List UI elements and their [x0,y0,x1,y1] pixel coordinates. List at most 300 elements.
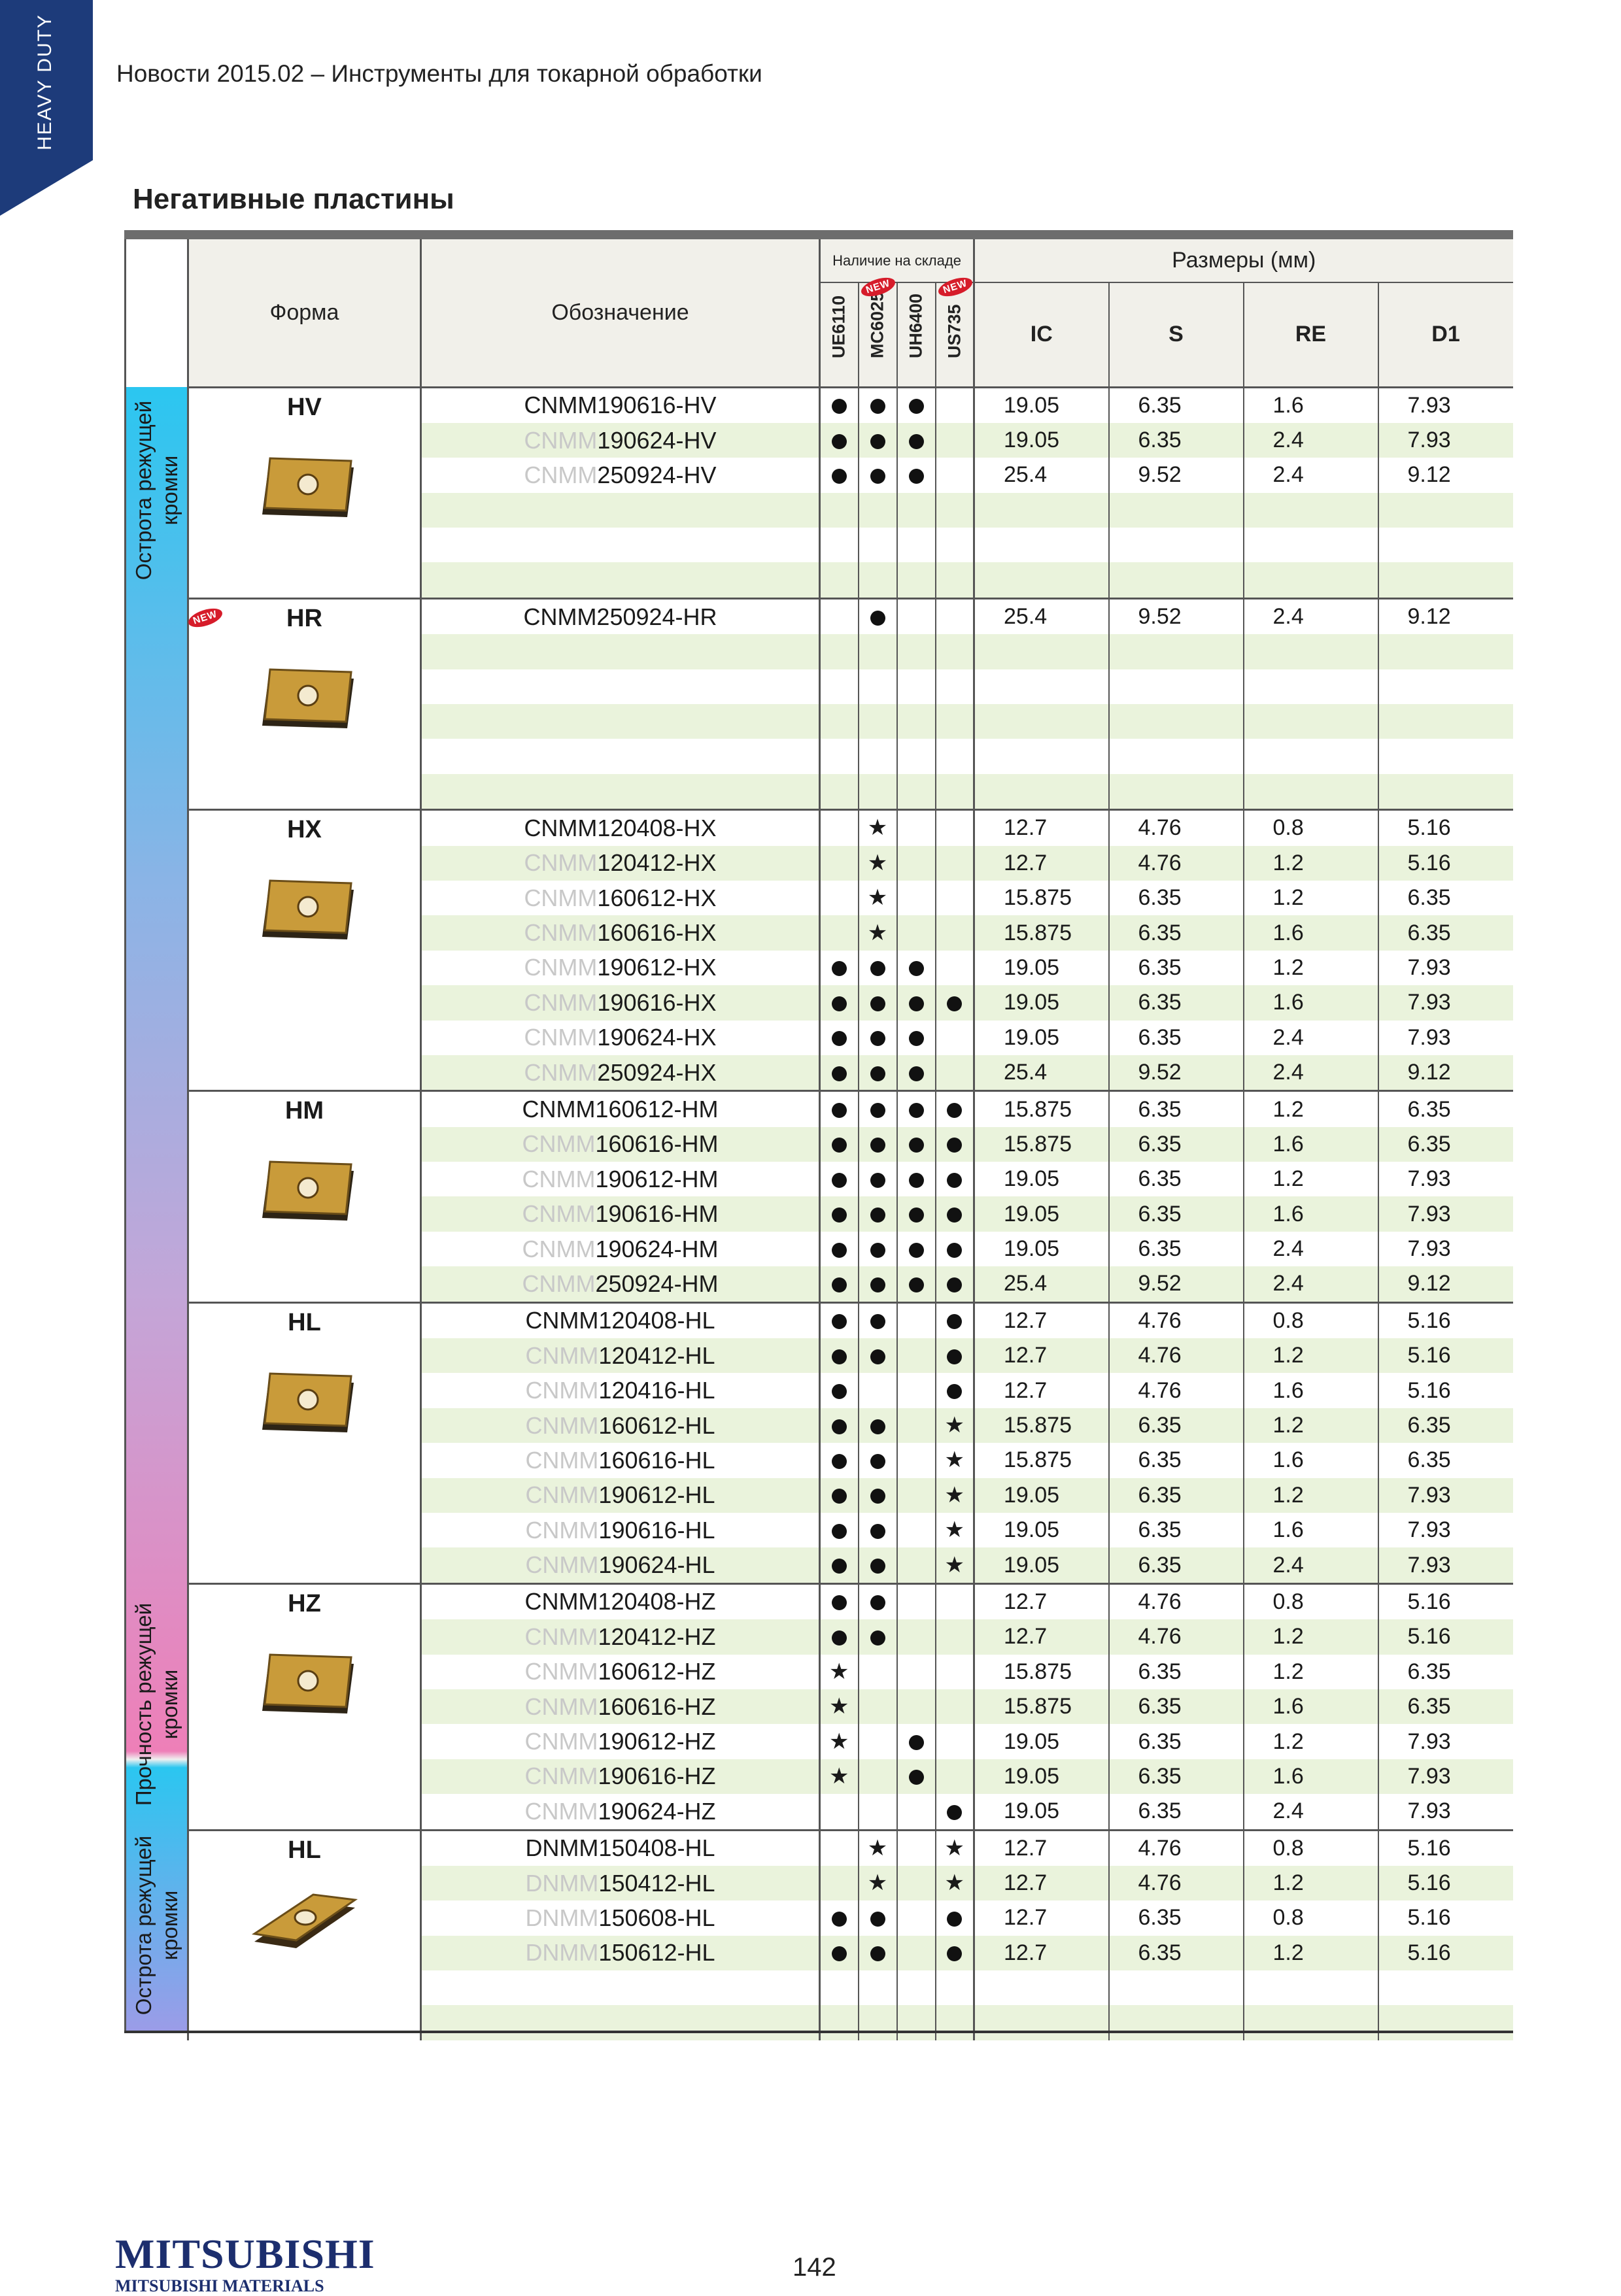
stock-cell [897,1655,936,1689]
designation-code: 190616-HX [597,988,717,1016]
designation-cell [421,1689,820,1724]
dimension-cell: 19.05 [974,1547,1109,1583]
in-stock-dot-icon [947,1349,962,1364]
in-stock-dot-icon [870,611,885,626]
stock-cell [820,1583,859,1619]
in-stock-dot-icon [947,1384,962,1399]
stock-cell [936,704,974,739]
dimension-cell [1244,634,1378,669]
in-stock-dot-icon [947,1103,962,1118]
in-stock-dot-icon [909,1066,924,1081]
designation-cell [421,1478,820,1513]
stock-cell [936,1021,974,1055]
dimension-cell: 6.35 [1407,1659,1451,1684]
in-stock-dot-icon [947,1912,962,1927]
star-icon: ★ [867,1870,888,1896]
in-stock-dot-icon [832,1946,847,1961]
designation-cell [421,810,820,846]
stock-cell [936,1443,974,1477]
dimension-cell: 1.2 [1244,1936,1378,1970]
stock-cell [859,2005,897,2040]
stock-cell [936,1866,974,1900]
form-name: HR [286,604,322,632]
stock-cell [897,1232,936,1266]
dimension-cell: 2.4 [1244,1547,1378,1583]
stock-cell [859,1970,897,2005]
dimension-cell: 12.7 [974,1866,1109,1900]
stock-cell [897,774,936,810]
in-stock-dot-icon [870,1173,885,1188]
dimension-cell: 6.35 [1378,1689,1513,1724]
in-stock-dot-icon [947,1946,962,1961]
insert-image [249,1888,360,1973]
in-stock-dot-icon [832,1912,847,1927]
dimension-cell: 6.35 [1109,1724,1244,1759]
stock-cell [859,1513,897,1547]
dim-header-ic: IC [974,282,1109,387]
dimension-cell: 6.35 [1109,881,1244,915]
dimension-cell: 1.6 [1244,387,1378,423]
designation-cell [421,528,820,562]
stock-cell [820,634,859,669]
designation-prefix: CNMM [524,1728,598,1755]
in-stock-dot-icon [832,1031,847,1046]
stock-cell [820,1408,859,1443]
dimension-cell [1244,562,1378,598]
dimension-cell: 25.4 [974,458,1109,492]
dimension-cell: 7.93 [1378,1478,1513,1513]
dimension-cell: 15.875 [974,1127,1109,1162]
form-name: HX [287,816,322,844]
dimension-cell: 12.7 [974,1338,1109,1373]
dimension-cell: 15.875 [974,915,1109,950]
section-title: Негативные пластины [133,183,454,215]
in-stock-dot-icon [909,961,924,976]
dimension-cell [1109,1970,1244,2005]
dimension-cell: 6.35 [1109,1547,1244,1583]
stock-cell [859,1547,897,1583]
stock-cell [897,739,936,773]
dimension-cell [974,493,1109,528]
stock-cell [897,1830,936,1866]
designation-cell [421,387,820,423]
designation-prefix: CNMM [524,1693,598,1720]
stock-cell [936,881,974,915]
stock-cell [859,1021,897,1055]
designation-code: 250924-HV [597,461,717,488]
designation-prefix: CNMM [524,1658,598,1685]
in-stock-dot-icon [832,1314,847,1329]
stock-cell [897,1513,936,1547]
dimension-cell: 1.2 [1244,1162,1378,1196]
dimension-cell: 6.35 [1109,1513,1244,1547]
dimension-cell: 7.93 [1407,1729,1451,1754]
dimension-cell: 1.2 [1244,1619,1378,1654]
star-icon: ★ [944,1447,964,1473]
stock-cell [820,1866,859,1900]
stock-cell [820,1513,859,1547]
stock-cell [936,493,974,528]
stock-cell [820,1759,859,1794]
dimension-cell: 12.7 [974,1583,1109,1619]
in-stock-dot-icon [870,1314,885,1329]
dimension-cell: 1.6 [1244,1759,1378,1794]
stock-cell [859,1794,897,1830]
stock-cell [859,1724,897,1759]
designation-cell [421,1936,820,1970]
stock-cell [820,387,859,423]
page-number: 142 [793,2253,836,2282]
stock-cell [820,915,859,950]
stock-cell [936,1162,974,1196]
designation-code: 190624-HL [598,1551,715,1579]
dimension-cell: 2.4 [1244,1266,1378,1302]
stock-cell [820,1900,859,1935]
stock-cell [897,1127,936,1162]
in-stock-dot-icon [870,1454,885,1469]
in-stock-dot-icon [832,1630,847,1646]
dimension-cell: 5.16 [1378,1338,1513,1373]
designation-code: 150608-HL [598,1904,715,1931]
stock-cell [936,634,974,669]
designation-code: 120416-HL [598,1377,715,1404]
in-stock-dot-icon [870,1489,885,1504]
dimension-cell: 12.7 [974,810,1109,846]
dimension-cell [1378,634,1513,669]
stock-cell [820,1547,859,1583]
star-icon: ★ [867,920,888,945]
stock-cell [859,458,897,492]
stock-cell [859,951,897,985]
designation-code: 190612-HM [595,1165,719,1192]
designation-cell [421,951,820,985]
stock-cell [820,1724,859,1759]
dim-header-s: S [1109,282,1244,387]
stock-cell [936,387,974,423]
stock-cell [936,1338,974,1373]
stock-cell [936,1759,974,1794]
stock-cell [897,423,936,458]
stock-cell [859,1408,897,1443]
designation-code: 160616-HX [597,919,717,947]
insert-image [249,1360,360,1445]
table-row [188,1091,1513,1127]
designation-cell [421,774,820,810]
dimension-cell: 9.12 [1378,1266,1513,1302]
stock-cell [820,2005,859,2040]
designation-prefix: CNMM [522,1200,596,1228]
dimension-cell: 1.2 [1244,1655,1378,1689]
in-stock-dot-icon [832,1595,847,1610]
stock-cell [820,598,859,634]
dimension-cell: 6.35 [1109,423,1244,458]
dimension-cell: 19.05 [974,1759,1109,1794]
stock-cell [859,1759,897,1794]
stock-cell [820,1794,859,1830]
table-row [188,387,1513,423]
dimension-cell [1244,2005,1378,2040]
designation-prefix: CNMM [524,919,598,947]
dimension-cell: 2.4 [1244,1055,1378,1091]
in-stock-dot-icon [909,1770,924,1785]
designation-cell [421,1127,820,1162]
dimension-cell: 7.93 [1407,1236,1451,1262]
stock-cell [897,562,936,598]
stock-cell [859,1232,897,1266]
in-stock-dot-icon [870,1630,885,1646]
stock-cell [897,1547,936,1583]
form-cell [188,1830,421,2040]
dimension-cell: 7.93 [1378,1759,1513,1794]
dimension-cell: 6.35 [1378,915,1513,950]
stock-cell [936,951,974,985]
table-top-bar [124,230,1513,239]
stock-cell [859,1338,897,1373]
stock-cell [859,915,897,950]
dimension-cell: 1.6 [1244,985,1378,1020]
form-cell [188,1091,421,1302]
in-stock-dot-icon [832,1243,847,1258]
form-cell [188,1583,421,1830]
dimension-cell: 0.8 [1244,810,1378,846]
star-icon: ★ [944,1870,964,1896]
stock-cell [897,846,936,881]
in-stock-dot-icon [832,399,847,414]
dimension-cell: 25.4 [974,598,1109,634]
stock-cell [897,1196,936,1231]
designation-prefix: CNMM [522,1165,596,1192]
dimension-cell: 1.2 [1244,1091,1378,1127]
dimension-cell: 6.35 [1109,1021,1244,1055]
form-name: HV [287,393,322,421]
designation-prefix: CNMM [525,1516,599,1544]
in-stock-dot-icon [832,1138,847,1153]
dimension-cell [1109,528,1244,562]
stock-cell [859,1619,897,1654]
designation-code: 160612-HZ [598,1658,716,1685]
dimension-cell: 7.93 [1407,954,1451,980]
dimension-cell: 15.875 [974,1443,1109,1477]
star-icon: ★ [829,1659,849,1684]
stock-cell [859,1196,897,1231]
designation-prefix: CNMM [524,1623,598,1650]
dimension-cell: 9.52 [1109,458,1244,492]
dimension-cell: 6.35 [1109,1127,1244,1162]
dimension-cell [1378,493,1513,528]
dimension-cell: 9.12 [1378,1055,1513,1091]
in-stock-dot-icon [870,399,885,414]
in-stock-dot-icon [870,1138,885,1153]
dimension-cell [974,634,1109,669]
stock-cell [897,387,936,423]
designation-code: 160616-HL [598,1446,715,1474]
stock-cell [936,1547,974,1583]
in-stock-dot-icon [909,434,924,449]
designation-code: 190624-HX [597,1024,717,1051]
dimension-cell: 15.875 [974,1091,1109,1127]
dimension-cell: 4.76 [1109,1583,1244,1619]
stock-cell [936,423,974,458]
in-stock-dot-icon [909,1207,924,1223]
in-stock-dot-icon [947,1243,962,1258]
stock-cell [936,669,974,704]
stock-cell [936,1478,974,1513]
dimension-cell: 1.6 [1244,1443,1378,1477]
in-stock-dot-icon [832,1524,847,1539]
designation-prefix: CNMM [524,849,598,877]
stock-cell [859,1689,897,1724]
dimension-cell: 7.93 [1407,1024,1451,1050]
in-stock-dot-icon [870,961,885,976]
form-name: HL [288,1308,321,1336]
in-stock-dot-icon [870,469,885,484]
stock-cell [897,1759,936,1794]
dimension-cell: 4.76 [1109,810,1244,846]
in-stock-dot-icon [832,996,847,1011]
dimension-cell: 5.16 [1407,1377,1451,1403]
dimension-cell [1244,1970,1378,2005]
stock-cell [897,1724,936,1759]
dimension-cell: 6.35 [1109,1936,1244,1970]
form-name: HZ [288,1589,321,1617]
dimension-cell: 5.16 [1378,1302,1513,1338]
stock-cell [859,634,897,669]
designation-code: DNMM150408-HL [525,1834,715,1862]
dimension-cell: 6.35 [1378,1408,1513,1443]
stock-cell [897,1055,936,1091]
stock-cell [897,1162,936,1196]
dimension-cell: 1.6 [1244,1127,1378,1162]
table-row [188,1302,1513,1338]
stock-cell [936,985,974,1020]
dimension-cell: 9.12 [1378,598,1513,634]
stock-cell [820,1619,859,1654]
dimension-cell: 12.7 [974,1302,1109,1338]
designation-prefix: CNMM [522,1130,596,1158]
designation-prefix: CNMM [524,1763,598,1790]
dimension-cell: 5.16 [1378,1619,1513,1654]
designation-cell [421,1900,820,1935]
in-stock-dot-icon [909,1277,924,1292]
dimension-cell: 19.05 [974,1513,1109,1547]
dimension-cell: 6.35 [1378,1127,1513,1162]
stock-cell [859,528,897,562]
stock-cell [859,1583,897,1619]
designation-prefix: CNMM [524,426,598,454]
stock-cell [859,1162,897,1196]
inserts-table [187,239,1513,2040]
dimension-cell: 4.76 [1109,1373,1244,1408]
in-stock-dot-icon [909,996,924,1011]
stock-cell [897,810,936,846]
in-stock-dot-icon [909,469,924,484]
dimension-cell [1109,2005,1244,2040]
dimension-cell: 1.2 [1244,881,1378,915]
dimension-cell: 7.93 [1378,387,1513,423]
dimension-cell [1109,704,1244,739]
stock-cell [859,1373,897,1408]
dimension-cell: 19.05 [974,423,1109,458]
designation-code: 190616-HM [595,1200,719,1228]
stock-cell [936,1970,974,2005]
dimension-cell: 19.05 [974,1196,1109,1231]
stock-cell [820,774,859,810]
dimension-cell: 12.7 [974,1936,1109,1970]
designation-cell [421,1021,820,1055]
dimension-cell [974,704,1109,739]
stock-cell [859,1055,897,1091]
column-header-designation: Обозначение [421,239,820,387]
stock-cell [859,1830,897,1866]
stock-cell [859,1655,897,1689]
in-stock-dot-icon [832,1207,847,1223]
stock-cell [859,739,897,773]
dimension-cell: 7.93 [1407,1517,1451,1543]
designation-cell [421,1619,820,1654]
designation-cell [421,985,820,1020]
in-stock-dot-icon [947,1314,962,1329]
dimension-cell: 1.6 [1244,1513,1378,1547]
designation-cell [421,1724,820,1759]
in-stock-dot-icon [870,1419,885,1434]
dimension-cell: 7.93 [1407,1798,1451,1824]
stock-cell [820,528,859,562]
column-header-stock: Наличие на складе [820,239,974,282]
stock-cell [859,1302,897,1338]
stock-cell [897,598,936,634]
dimension-cell [974,528,1109,562]
stock-cell [897,1373,936,1408]
dimension-cell: 1.2 [1244,1478,1378,1513]
insert-image [249,656,360,741]
dimension-cell: 6.35 [1109,915,1244,950]
stock-cell [897,951,936,985]
stock-cell [936,1513,974,1547]
in-stock-dot-icon [870,1103,885,1118]
column-header-dimensions: Размеры (мм) [974,239,1513,282]
stock-cell [859,1478,897,1513]
stock-cell [897,1970,936,2005]
dimension-cell: 15.875 [974,1689,1109,1724]
heavy-duty-label: HEAVY DUTY [34,14,56,150]
designation-cell [421,1655,820,1689]
dimension-cell [1244,493,1378,528]
star-icon: ★ [829,1729,849,1754]
dimension-cell [1244,739,1378,773]
dimension-cell: 6.35 [1109,1196,1244,1231]
grade-header-ue6110: UE6110 [820,282,859,387]
insert-image [249,1642,360,1727]
form-cell [188,387,421,598]
in-stock-dot-icon [909,1243,924,1258]
star-icon: ★ [867,850,888,875]
in-stock-dot-icon [947,1277,962,1292]
stock-cell [859,387,897,423]
dimension-cell: 12.7 [974,1830,1109,1866]
stock-cell [936,1900,974,1935]
dimension-cell: 2.4 [1244,458,1378,492]
dimension-cell [1244,669,1378,704]
dimension-cell: 7.93 [1378,985,1513,1020]
stock-cell [936,1583,974,1619]
stock-cell [859,562,897,598]
stock-cell [820,1655,859,1689]
dimension-cell: 9.52 [1109,598,1244,634]
dimension-cell [1109,739,1244,773]
stock-cell [897,493,936,528]
stock-cell [820,1091,859,1127]
stock-cell [936,739,974,773]
